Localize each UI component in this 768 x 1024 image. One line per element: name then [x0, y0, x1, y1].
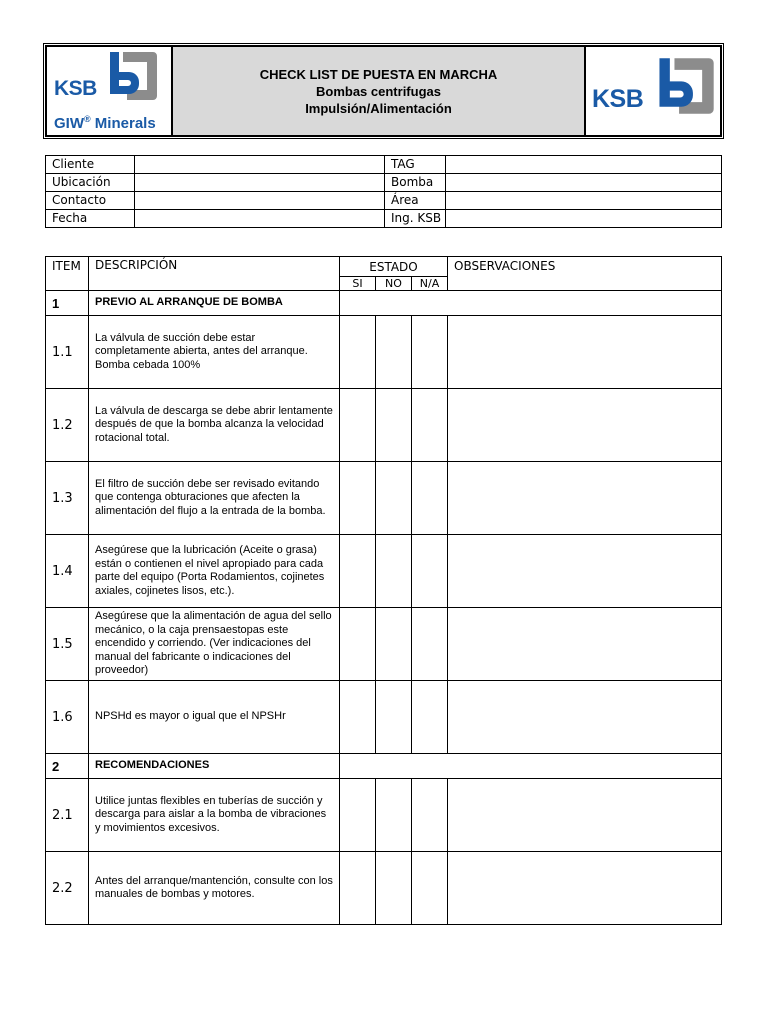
status-no-cell[interactable]	[376, 535, 412, 608]
col-header-desc: DESCRIPCIÓN	[89, 257, 340, 291]
col-header-na: N/A	[412, 277, 448, 291]
info-value-field[interactable]	[446, 210, 722, 228]
item-number: 2.2	[46, 852, 89, 925]
info-table	[45, 155, 722, 228]
document-header	[45, 45, 722, 137]
checklist-item-row	[46, 852, 722, 925]
info-label: Fecha	[46, 210, 135, 228]
info-label: Ing. KSB	[385, 210, 446, 228]
observations-cell[interactable]	[448, 681, 722, 754]
checklist-item-row	[46, 462, 722, 535]
col-header-obs: OBSERVACIONES	[448, 257, 722, 291]
checklist-item-row	[46, 389, 722, 462]
item-number: 1.5	[46, 608, 89, 681]
observations-cell[interactable]	[448, 852, 722, 925]
status-no-cell[interactable]	[376, 462, 412, 535]
status-no-cell[interactable]	[376, 779, 412, 852]
observations-cell[interactable]	[448, 462, 722, 535]
info-row	[46, 192, 722, 210]
status-si-cell[interactable]	[340, 608, 376, 681]
title-line-2: Bombas centrifugas	[316, 84, 441, 99]
status-si-cell[interactable]	[340, 852, 376, 925]
observations-cell[interactable]	[448, 608, 722, 681]
info-label: TAG	[385, 156, 446, 174]
item-number: 1.3	[46, 462, 89, 535]
document-title	[173, 47, 586, 135]
ksb-logo	[586, 47, 720, 135]
status-na-cell[interactable]	[412, 389, 448, 462]
checklist-header-row	[46, 257, 722, 277]
checklist-item-row	[46, 779, 722, 852]
ksb-b-mark-icon	[656, 56, 716, 116]
status-no-cell[interactable]	[376, 681, 412, 754]
status-na-cell[interactable]	[412, 535, 448, 608]
status-si-cell[interactable]	[340, 462, 376, 535]
status-na-cell[interactable]	[412, 462, 448, 535]
status-no-cell[interactable]	[376, 608, 412, 681]
giw-minerals-label: GIW® Minerals	[54, 114, 156, 132]
section-row	[46, 291, 722, 316]
checklist-table	[45, 256, 722, 925]
item-number: 1.2	[46, 389, 89, 462]
status-no-cell[interactable]	[376, 389, 412, 462]
info-label: Bomba	[385, 174, 446, 192]
checklist-item-row	[46, 316, 722, 389]
item-description: Antes del arranque/mantención, consulte con los manuales de bombas y motores.	[89, 852, 340, 925]
title-line-1: CHECK LIST DE PUESTA EN MARCHA	[259, 67, 498, 82]
section-row	[46, 754, 722, 779]
info-label: Ubicación	[46, 174, 135, 192]
checklist-item-row	[46, 535, 722, 608]
status-na-cell[interactable]	[412, 608, 448, 681]
info-row	[46, 210, 722, 228]
status-na-cell[interactable]	[412, 779, 448, 852]
section-blank	[340, 291, 722, 316]
logo-brand-text-right: KSB	[592, 85, 644, 113]
section-title: PREVIO AL ARRANQUE DE BOMBA	[89, 291, 340, 316]
status-na-cell[interactable]	[412, 316, 448, 389]
status-na-cell[interactable]	[412, 681, 448, 754]
status-si-cell[interactable]	[340, 389, 376, 462]
item-description: NPSHd es mayor o igual que el NPSHr	[89, 681, 340, 754]
info-value-field[interactable]	[446, 156, 722, 174]
observations-cell[interactable]	[448, 535, 722, 608]
section-number: 2	[46, 754, 89, 779]
info-value-field[interactable]	[135, 174, 385, 192]
item-number: 1.6	[46, 681, 89, 754]
observations-cell[interactable]	[448, 389, 722, 462]
title-line-3: Impulsión/Alimentación	[305, 101, 452, 116]
info-label: Área	[385, 192, 446, 210]
info-label: Cliente	[46, 156, 135, 174]
item-number: 2.1	[46, 779, 89, 852]
checklist-item-row	[46, 608, 722, 681]
status-na-cell[interactable]	[412, 852, 448, 925]
status-no-cell[interactable]	[376, 852, 412, 925]
status-si-cell[interactable]	[340, 681, 376, 754]
info-value-field[interactable]	[446, 192, 722, 210]
col-header-estado: ESTADO	[340, 257, 448, 277]
info-row	[46, 174, 722, 192]
item-description: La válvula de descarga se debe abrir lentamente después de que la bomba alcanza la velocidad rotacional total.	[89, 389, 340, 462]
item-description: Asegúrese que la lubricación (Aceite o grasa) están o contienen el nivel apropiado para cada parte del equipo (Porta Rodamientos, cojinetes axiales, cojinetes lisos, etc.).	[89, 535, 340, 608]
section-blank	[340, 754, 722, 779]
section-title: RECOMENDACIONES	[89, 754, 340, 779]
checklist-item-row	[46, 681, 722, 754]
observations-cell[interactable]	[448, 779, 722, 852]
info-value-field[interactable]	[135, 210, 385, 228]
col-header-no: NO	[376, 277, 412, 291]
ksb-giw-logo	[47, 47, 173, 135]
status-si-cell[interactable]	[340, 779, 376, 852]
item-number: 1.1	[46, 316, 89, 389]
info-label: Contacto	[46, 192, 135, 210]
info-value-field[interactable]	[135, 156, 385, 174]
item-description: La válvula de succión debe estar completamente abierta, antes del arranque. Bomba cebada 100%	[89, 316, 340, 389]
status-no-cell[interactable]	[376, 316, 412, 389]
info-value-field[interactable]	[446, 174, 722, 192]
status-si-cell[interactable]	[340, 316, 376, 389]
item-description: Asegúrese que la alimentación de agua del sello mecánico, o la caja prensaestopas este encendido y corriendo. (Ver indicaciones del manual del fabricante o indicaciones del proveedor)	[89, 608, 340, 681]
status-si-cell[interactable]	[340, 535, 376, 608]
info-row	[46, 156, 722, 174]
item-description: Utilice juntas flexibles en tuberías de succión y descarga para aislar a la bomba de vibraciones y movimientos excesivos.	[89, 779, 340, 852]
section-number: 1	[46, 291, 89, 316]
info-value-field[interactable]	[135, 192, 385, 210]
item-description: El filtro de succión debe ser revisado evitando que contenga obturaciones que afecten la alimentación del flujo a la entrada de la bomba.	[89, 462, 340, 535]
ksb-b-mark-icon	[107, 50, 159, 102]
col-header-item: ITEM	[46, 257, 89, 291]
observations-cell[interactable]	[448, 316, 722, 389]
col-header-si: SI	[340, 277, 376, 291]
item-number: 1.4	[46, 535, 89, 608]
logo-brand-text: KSB	[54, 77, 97, 100]
